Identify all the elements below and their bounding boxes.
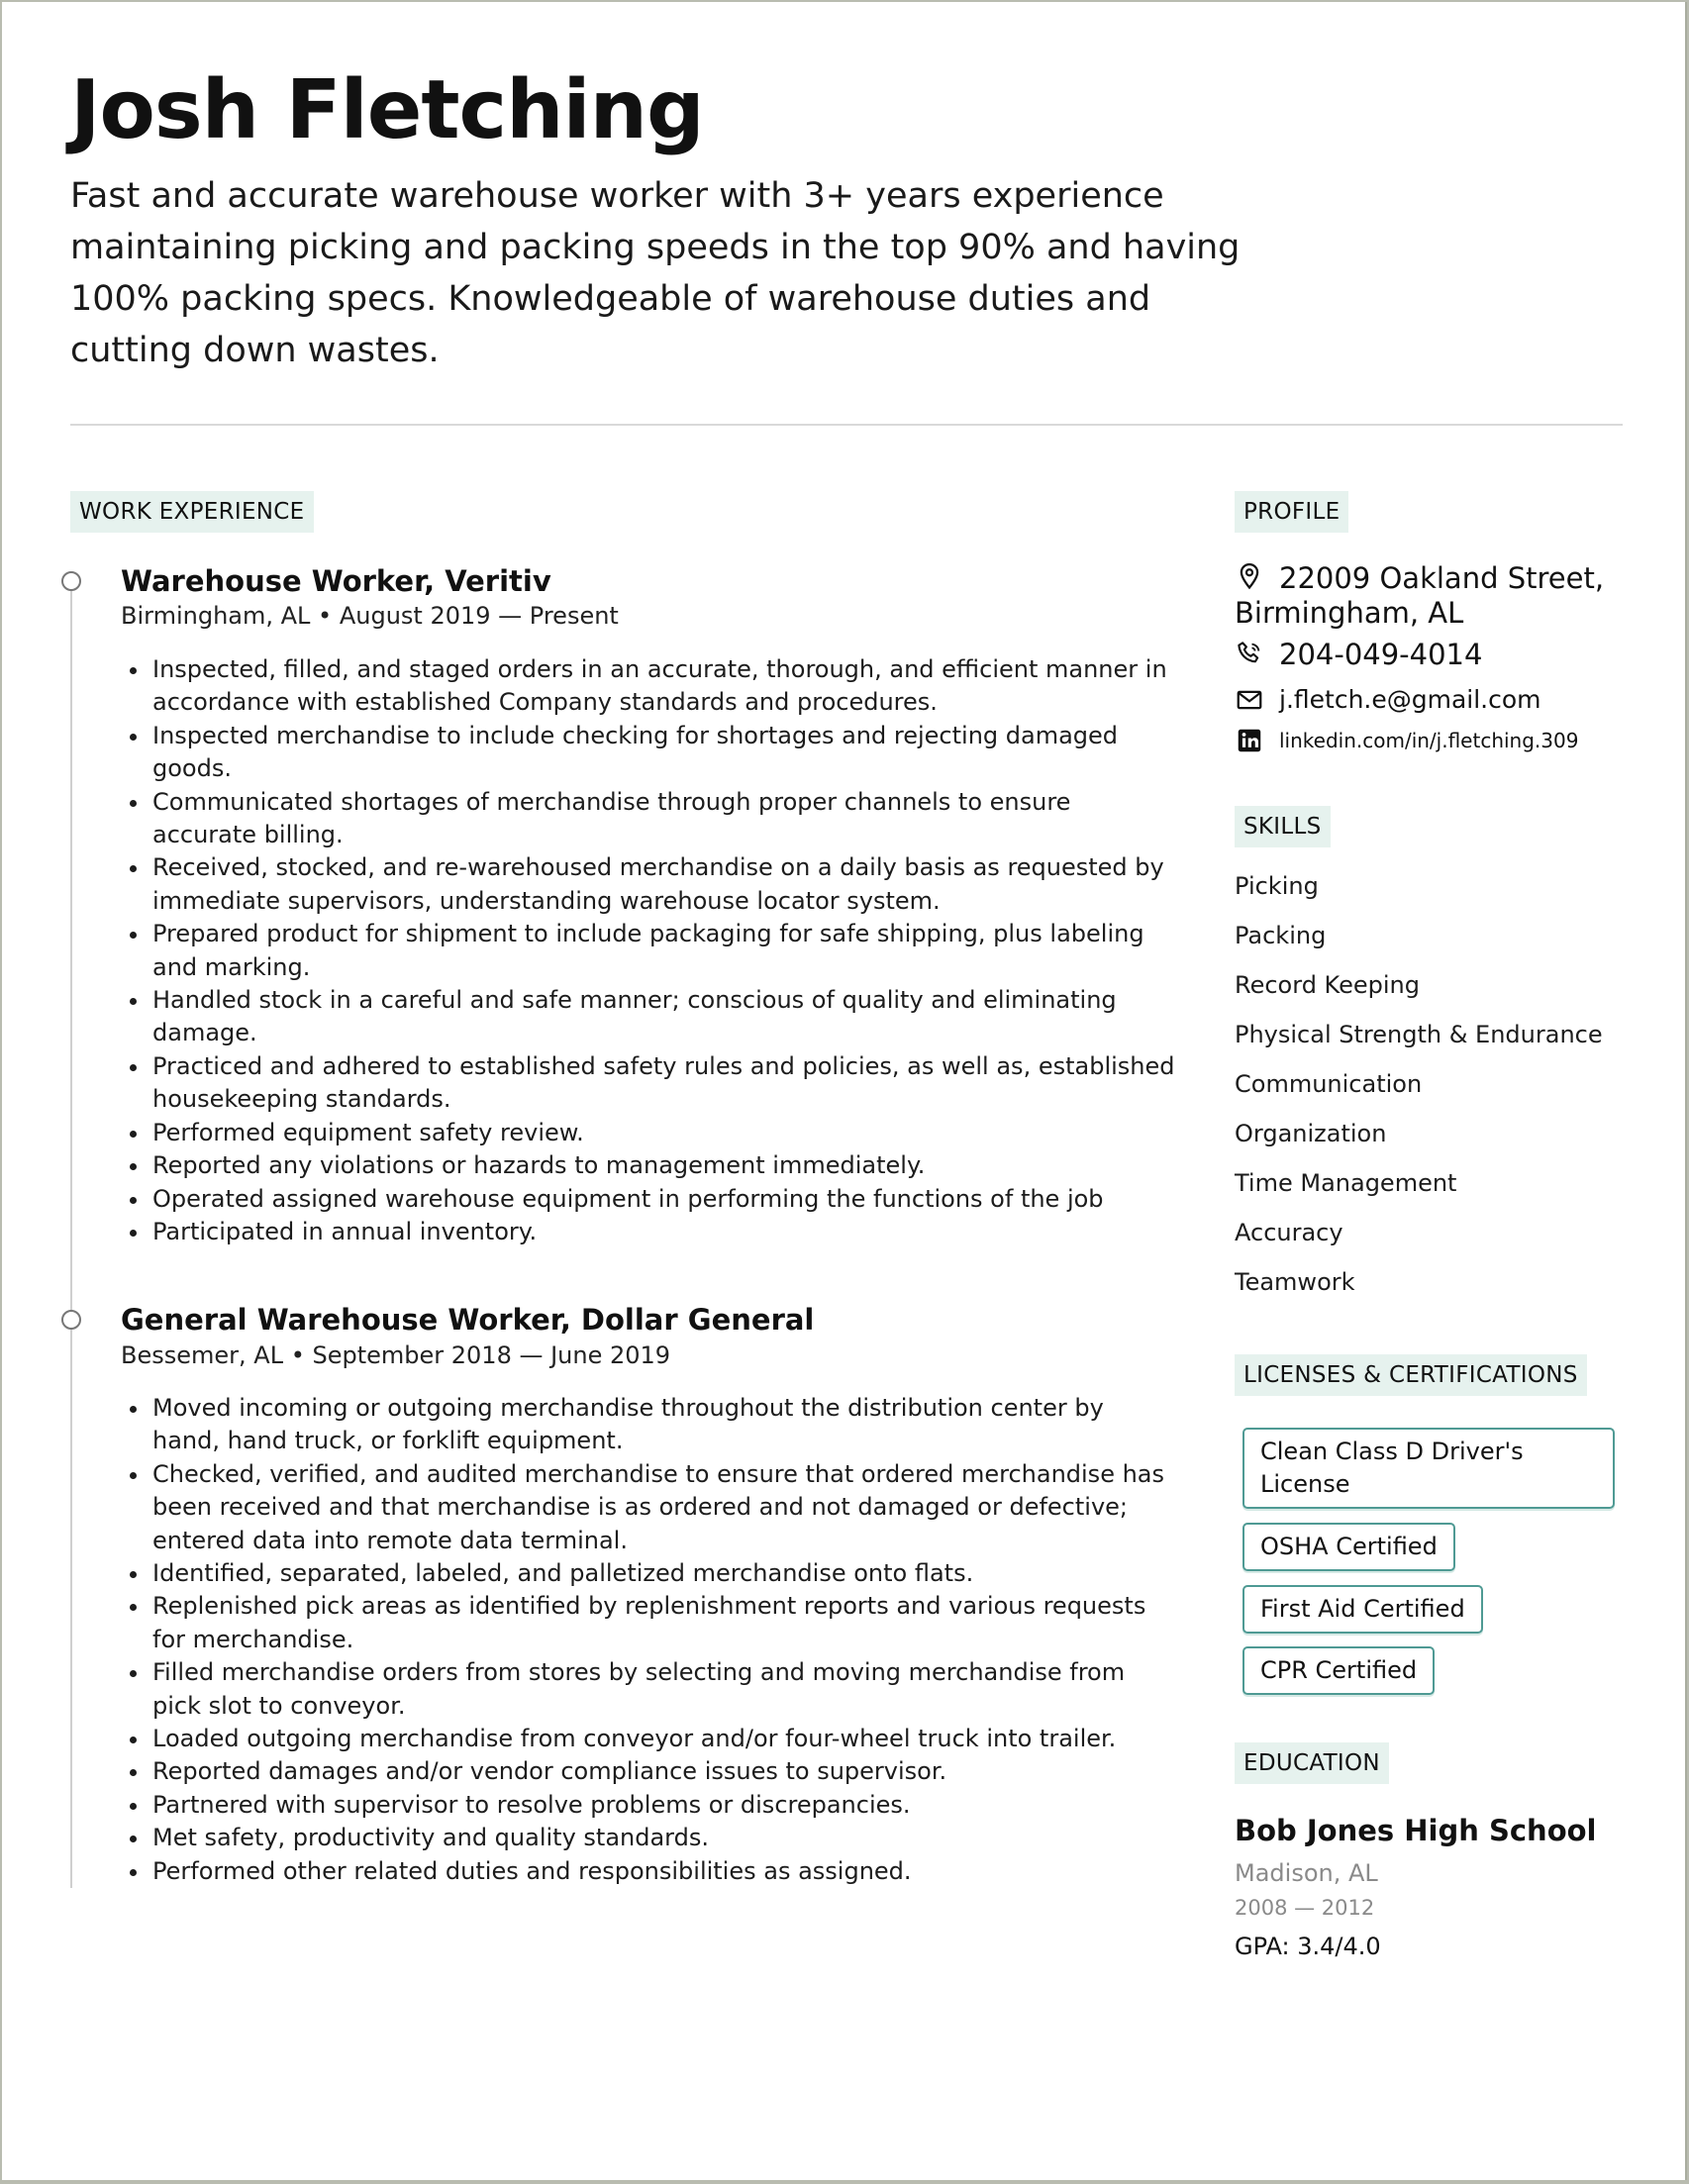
skill-item: Record Keeping	[1235, 971, 1420, 999]
profile-heading: PROFILE	[1235, 491, 1348, 533]
skill-item: Accuracy	[1235, 1219, 1343, 1246]
work-experience-heading: WORK EXPERIENCE	[70, 491, 314, 533]
school-location: Madison, AL	[1235, 1859, 1378, 1887]
phone-text[interactable]: 204-049-4014	[1279, 638, 1483, 671]
school-gpa: GPA: 3.4/4.0	[1235, 1933, 1381, 1960]
linkedin-icon	[1235, 726, 1264, 755]
timeline-dot-job-1	[61, 571, 81, 591]
education-heading: EDUCATION	[1235, 1742, 1389, 1784]
list-item: • Moved incoming or outgoing merchandise throughout the distribution center by hand, hand truck, or forklift equipment.	[150, 1392, 1175, 1458]
cert-badge: Clean Class D Driver's License	[1242, 1428, 1615, 1509]
job-meta-1: Birmingham, AL • August 2019 — Present	[121, 602, 619, 630]
skill-item: Physical Strength & Endurance	[1235, 1021, 1603, 1048]
list-item: • Operated assigned warehouse equipment in performing the functions of the job	[150, 1183, 1175, 1216]
list-item: • Participated in annual inventory.	[150, 1216, 1175, 1248]
list-item: • Communicated shortages of merchandise through proper channels to ensure accurate billing.	[150, 786, 1175, 852]
list-item: • Inspected merchandise to include checking for shortages and rejecting damaged goods.	[150, 720, 1175, 786]
list-item: • Loaded outgoing merchandise from conveyor and/or four-wheel truck into trailer.	[150, 1723, 1175, 1755]
timeline-line	[70, 581, 72, 1888]
contact-linkedin	[1235, 726, 1578, 755]
list-item: • Filled merchandise orders from stores by selecting and moving merchandise from pick slot to conveyor.	[150, 1656, 1175, 1723]
timeline-dot-job-2	[61, 1310, 81, 1330]
contact-address	[1235, 561, 1650, 631]
header-divider	[70, 424, 1623, 426]
cert-badge: CPR Certified	[1242, 1646, 1435, 1695]
list-item: • Practiced and adhered to established safety rules and policies, as well as, established housekeeping standards.	[150, 1050, 1175, 1117]
list-item: • Reported damages and/or vendor compliance issues to supervisor.	[150, 1755, 1175, 1788]
list-item: • Performed equipment safety review.	[150, 1117, 1175, 1149]
job-meta-2: Bessemer, AL • September 2018 — June 2019	[121, 1341, 671, 1369]
resume-page	[2, 2, 1687, 2180]
skill-item: Teamwork	[1235, 1268, 1355, 1296]
candidate-name: Josh Fletching	[70, 63, 704, 157]
list-item: • Checked, verified, and audited merchandise to ensure that ordered merchandise has been received and that merchandise is as ordered and not damaged or defective; entered data into remote data terminal.	[150, 1458, 1175, 1557]
school-name: Bob Jones High School	[1235, 1814, 1597, 1847]
cert-badge: First Aid Certified	[1242, 1585, 1483, 1634]
summary-text: Fast and accurate warehouse worker with 3+ years experience maintaining picking and packing speeds in the top 90% and having 100% packing specs. Knowledgeable of warehouse duties and cutting down wastes.	[70, 176, 1241, 370]
list-item: • Replenished pick areas as identified by replenishment reports and various requests for merchandise.	[150, 1590, 1175, 1656]
cert-badge: OSHA Certified	[1242, 1523, 1455, 1571]
certifications-heading: LICENSES & CERTIFICATIONS	[1235, 1354, 1587, 1396]
skill-item: Packing	[1235, 922, 1327, 949]
list-item: • Prepared product for shipment to include packaging for safe shipping, plus labeling and marking.	[150, 918, 1175, 984]
school-dates: 2008 — 2012	[1235, 1896, 1375, 1920]
skill-item: Communication	[1235, 1070, 1423, 1098]
job-title-1: Warehouse Worker, Veritiv	[121, 564, 551, 598]
list-item: • Reported any violations or hazards to management immediately.	[150, 1149, 1175, 1182]
list-item: • Identified, separated, labeled, and palletized merchandise onto flats.	[150, 1557, 1175, 1590]
mail-icon	[1235, 685, 1264, 715]
list-item: • Inspected, filled, and staged orders in an accurate, thorough, and efficient manner in accordance with established Company standards and procedures.	[150, 653, 1175, 720]
contact-phone	[1235, 639, 1482, 670]
list-item: • Received, stocked, and re-warehoused merchandise on a daily basis as requested by immediate supervisors, understanding warehouse locator system.	[150, 851, 1175, 918]
skill-item: Organization	[1235, 1120, 1387, 1147]
list-item: • Performed other related duties and responsibilities as assigned.	[150, 1855, 1175, 1888]
linkedin-text[interactable]: linkedin.com/in/j.fletching.309	[1279, 729, 1579, 752]
list-item: • Partnered with supervisor to resolve problems or discrepancies.	[150, 1789, 1175, 1822]
contact-email	[1235, 685, 1541, 715]
phone-icon	[1235, 639, 1264, 668]
list-item: • Met safety, productivity and quality standards.	[150, 1822, 1175, 1854]
job-2-bullets	[121, 1392, 1175, 1888]
skill-item: Time Management	[1235, 1169, 1457, 1197]
list-item: • Handled stock in a careful and safe manner; conscious of quality and eliminating damage.	[150, 984, 1175, 1050]
skill-item: Picking	[1235, 872, 1319, 900]
job-title-2: General Warehouse Worker, Dollar General	[121, 1303, 815, 1337]
job-1-bullets	[121, 653, 1175, 1248]
skills-heading: SKILLS	[1235, 806, 1331, 847]
email-text[interactable]: j.fletch.e@gmail.com	[1279, 685, 1541, 714]
address-text: 22009 Oakland Street, Birmingham, AL	[1235, 561, 1605, 630]
